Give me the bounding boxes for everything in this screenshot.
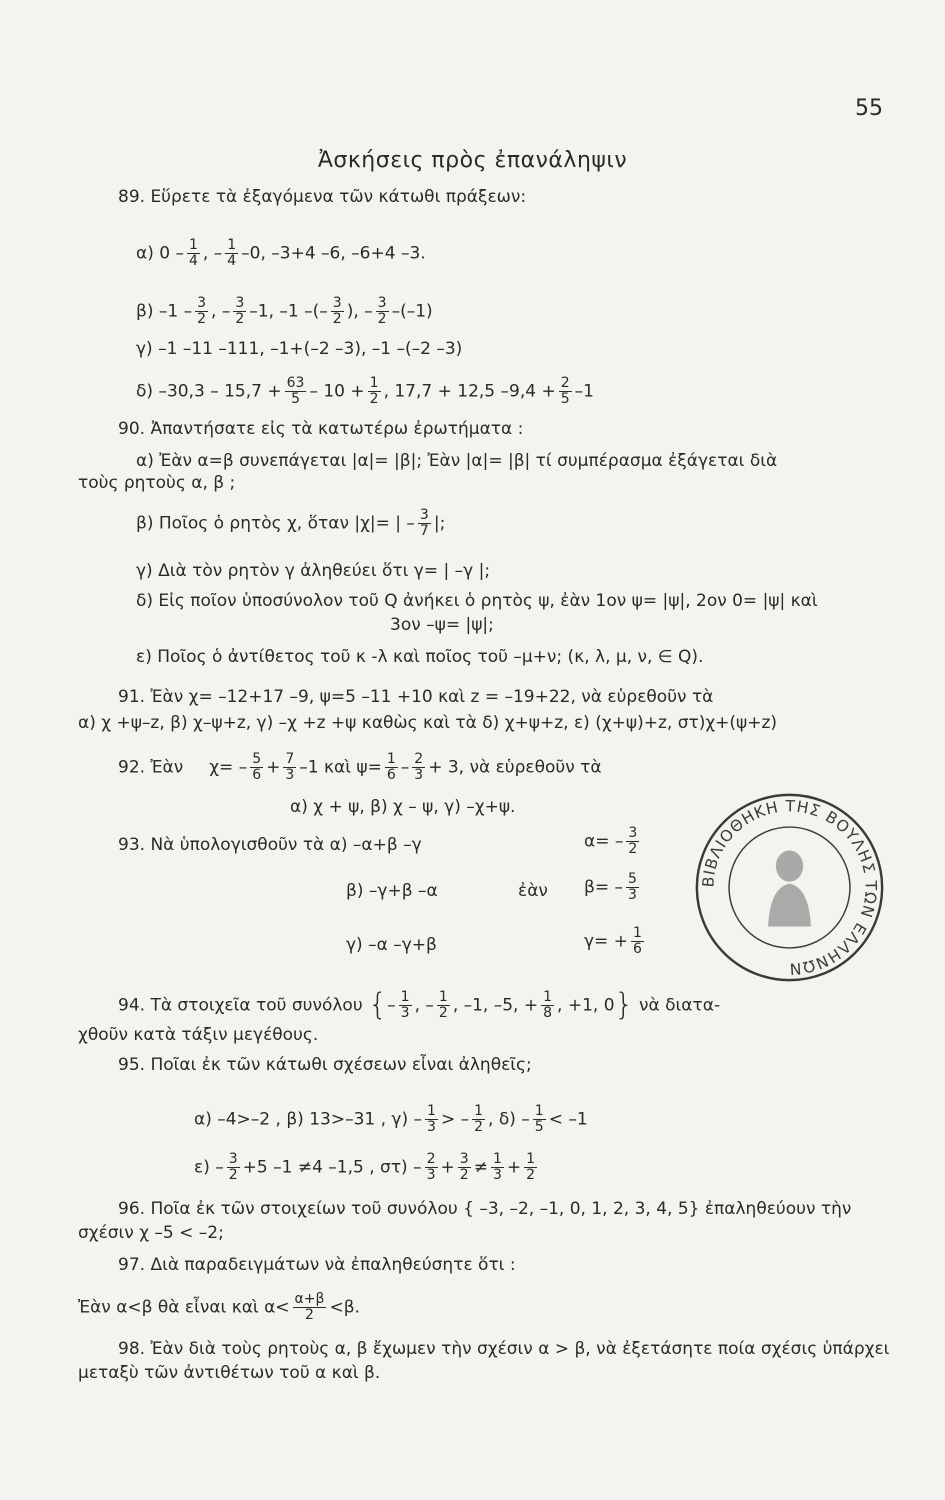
exercise-89-intro: 89. Εὕρετε τὰ ἐξαγόμενα τῶν κάτωθι πράξεων: (118, 187, 527, 207)
fraction: $\frac{1}{5}$ (534, 1103, 544, 1135)
exercise-89-c: γ) –1 –11 –111, –1+(–2 –3), –1 –(–2 –3) (136, 339, 463, 359)
exercise-89-b: β) –1 – $\frac{3}{2}$ , – $\frac{3}{2}$ –1, –1 –(– $\frac{3}{2}$ ), – $\frac{3}{2}$ –(–1) (136, 295, 433, 327)
exercise-95-line2: ε) – $\frac{3}{2}$ +5 –1 ≠4 –1,5 , στ) – $\frac{2}{3}$ + $\frac{3}{2}$ ≠ $\frac{1}{3}$ + $\frac{1}{2}$ (194, 1151, 536, 1183)
exercise-90-a-line1: α) Ἐὰν α=β συνεπάγεται |α|= |β|; Ἐὰν |α|= |β| τί συμπέρασμα ἐξάγεται διὰ (136, 451, 778, 471)
exercise-93-b-condition: β= – $\frac{5}{3}$ (584, 871, 637, 903)
exercise-95-line1: α) –4>–2 , β) 13>–31 , γ) – $\frac{1}{3}$ > – $\frac{1}{2}$ , δ) – $\frac{1}{5}$ < –1 (194, 1103, 588, 1135)
fraction: $\frac{1}{8}$ (543, 989, 553, 1021)
fraction: $\frac{1}{2}$ (474, 1103, 484, 1135)
section-heading: Ἀσκήσεις πρὸς ἐπανάληψιν (317, 148, 628, 173)
athena-emblem-icon (768, 850, 811, 926)
exercise-92-line1: 92. Ἐὰν χ= – $\frac{5}{6}$ + $\frac{7}{3}$ –1 καὶ ψ= $\frac{1}{6}$ – $\frac{2}{3}$ + 3, νὰ εὑρεθοῦν τὰ (118, 751, 602, 783)
exercise-94-line1: 94. Τὰ στοιχεῖα τοῦ συνόλου {– $\frac{1}{3}$ , – $\frac{1}{2}$ , –1, –5, + $\frac{1}{8}$ , +1, 0} νὰ διατα- (118, 987, 721, 1023)
exercise-93-a: 93. Νὰ ὑπολογισθοῦν τὰ α) –α+β –γ (118, 835, 422, 855)
fraction: $\frac{63}{5}$ (286, 375, 305, 407)
exercise-90-d-line2: 3ον –ψ= |ψ|; (390, 615, 494, 635)
exercise-96-line2: σχέσιν χ –5 < –2; (78, 1223, 224, 1243)
fraction: $\frac{2}{3}$ (414, 751, 424, 783)
exercise-89-d: δ) –30,3 – 15,7 + $\frac{63}{5}$ – 10 + $\frac{1}{2}$ , 17,7 + 12,5 –9,4 + $\frac{2}{5}$ –1 (136, 375, 594, 407)
fraction: $\frac{1}{6}$ (632, 925, 642, 957)
exercise-97-line1: 97. Διὰ παραδειγμάτων νὰ ἐπαληθεύσητε ὅτι : (118, 1255, 516, 1275)
fraction: $\frac{1}{6}$ (386, 751, 396, 783)
fraction: $\frac{\alpha+\beta}{2}$ (294, 1291, 325, 1323)
fraction: $\frac{1}{4}$ (188, 237, 198, 269)
fraction: $\frac{2}{5}$ (560, 375, 570, 407)
fraction: $\frac{5}{3}$ (628, 871, 637, 903)
exercise-94-line2: χθοῦν κατὰ τάξιν μεγέθους. (78, 1025, 319, 1045)
exercise-90-c: γ) Διὰ τὸν ρητὸν γ ἀληθεύει ὅτι γ= | –γ |; (136, 561, 491, 581)
exercise-90-a-line2: τοὺς ρητοὺς α, β ; (78, 473, 236, 493)
exercise-98-line2: μεταξὺ τῶν ἀντιθέτων τοῦ α καὶ β. (78, 1363, 381, 1383)
exercise-90-d-line1: δ) Εἰς ποῖον ὑποσύνολον τοῦ Q ἀνήκει ὁ ρητὸς ψ, ἐὰν 1ον ψ= |ψ|, 2ον 0= |ψ| καὶ (136, 591, 818, 611)
exercise-93-b: β) –γ+β –α (346, 881, 438, 901)
fraction: $\frac{1}{2}$ (526, 1151, 536, 1183)
exercise-89-a: α) 0 – $\frac{1}{4}$ , – $\frac{1}{4}$ –0, –3+4 –6, –6+4 –3. (136, 237, 426, 269)
fraction: $\frac{1}{4}$ (227, 237, 237, 269)
exercise-96-line1: 96. Ποῖα ἐκ τῶν στοιχείων τοῦ συνόλου { –3, –2, –1, 0, 1, 2, 3, 4, 5} ἐπαληθεύουν τὴν (118, 1199, 852, 1219)
fraction: $\frac{3}{2}$ (228, 1151, 238, 1183)
exercise-90-b: β) Ποῖος ὁ ρητὸς χ, ὅταν |χ|= | – $\frac{3}{7}$ |; (136, 507, 446, 539)
exercise-98-line1: 98. Ἐὰν διὰ τοὺς ρητοὺς α, β ἔχωμεν τὴν σχέσιν α > β, νὰ ἐξετάσητε ποία σχέσις ὑπάρχει (118, 1339, 890, 1359)
exercise-93-b-if: ἐὰν (518, 881, 548, 901)
fraction: $\frac{1}{3}$ (427, 1103, 436, 1135)
exercise-90-e: ε) Ποῖος ὁ ἀντίθετος τοῦ κ -λ καὶ ποῖος τοῦ –μ+ν; (κ, λ, μ, ν, ∈ Q). (136, 647, 704, 667)
fraction: $\frac{3}{2}$ (459, 1151, 469, 1183)
fraction: $\frac{1}{2}$ (369, 375, 379, 407)
page-number: 55 (855, 96, 883, 121)
fraction: $\frac{1}{2}$ (438, 989, 448, 1021)
fraction: $\frac{3}{2}$ (377, 295, 387, 327)
exercise-93-a-condition: α= – $\frac{3}{2}$ (584, 825, 638, 857)
library-stamp (692, 790, 887, 985)
exercise-91-line2: α) χ +ψ–z, β) χ–ψ+z, γ) –χ +z +ψ καθὼς καὶ τὰ δ) χ+ψ+z, ε) (χ+ψ)+z, στ)χ+(ψ+z) (78, 713, 778, 733)
fraction: $\frac{3}{2}$ (332, 295, 342, 327)
exercise-90-intro: 90. Ἀπαντήσατε εἰς τὰ κατωτέρω ἐρωτήματα : (118, 419, 524, 439)
fraction: $\frac{3}{2}$ (235, 295, 245, 327)
fraction: $\frac{1}{3}$ (400, 989, 410, 1021)
fraction: $\frac{3}{2}$ (197, 295, 207, 327)
fraction: $\frac{2}{3}$ (426, 1151, 436, 1183)
stamp-text: ΒΙΒΛΙΟΘΗΚΗ ΤΗΣ ΒΟΥΛΗΣ ΤΩΝ ΕΛΛΗΝΩΝ (699, 797, 880, 978)
fraction: $\frac{5}{6}$ (252, 751, 262, 783)
fraction: $\frac{3}{2}$ (628, 825, 638, 857)
exercise-95-intro: 95. Ποῖαι ἐκ τῶν κάτωθι σχέσεων εἶναι ἀληθεῖς; (118, 1055, 532, 1075)
exercise-92-line2: α) χ + ψ, β) χ – ψ, γ) –χ+ψ. (290, 797, 516, 817)
fraction: $\frac{3}{7}$ (419, 507, 429, 539)
exercise-93-c: γ) –α –γ+β (346, 935, 437, 955)
exercise-91-line1: 91. Ἐὰν χ= –12+17 –9, ψ=5 –11 +10 καὶ z = –19+22, νὰ εὑρεθοῦν τὰ (118, 687, 714, 707)
fraction: $\frac{7}{3}$ (285, 751, 295, 783)
fraction: $\frac{1}{3}$ (492, 1151, 502, 1183)
exercise-93-c-condition: γ= + $\frac{1}{6}$ (584, 925, 642, 957)
exercise-97-line2: Ἐὰν α<β θὰ εἶναι καὶ α< $\frac{\alpha+\beta}{2}$ <β. (78, 1291, 360, 1323)
